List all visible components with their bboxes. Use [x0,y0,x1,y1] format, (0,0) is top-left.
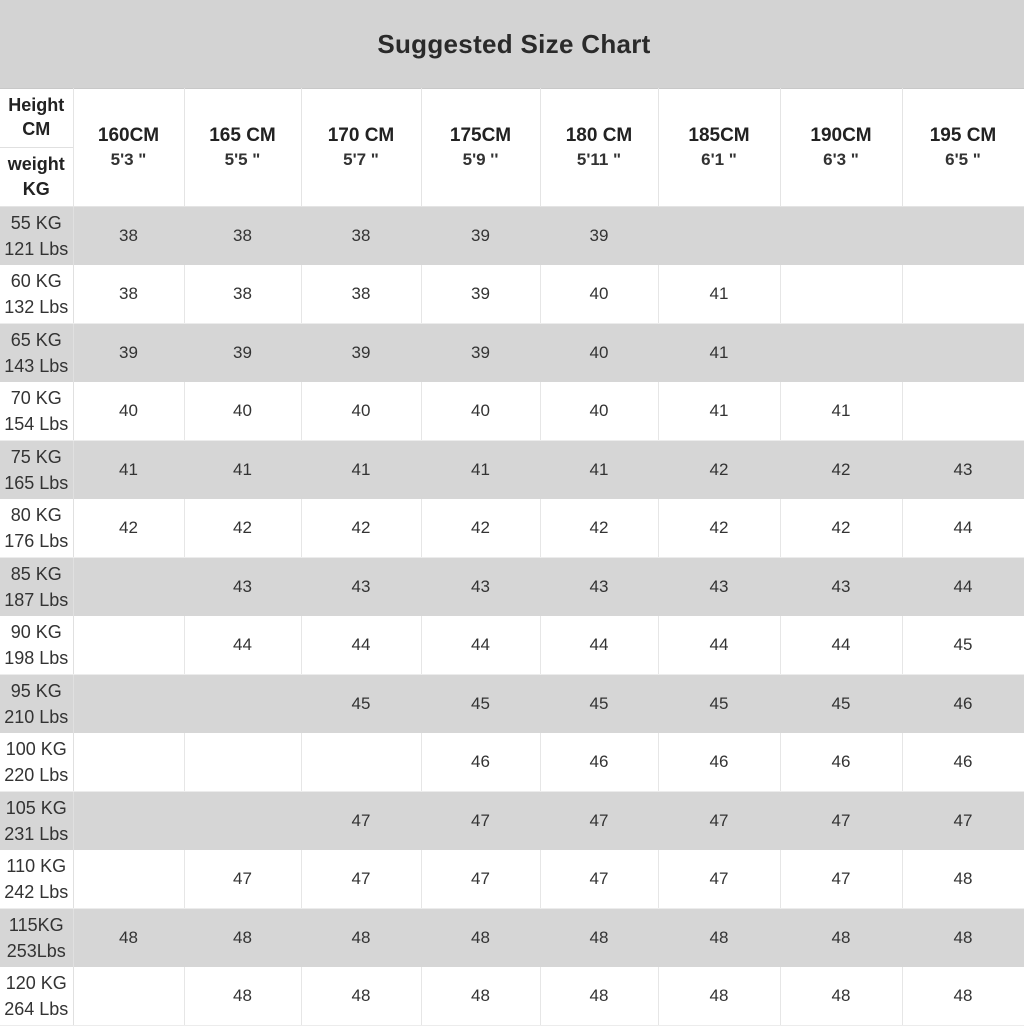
size-cell: 45 [301,675,421,734]
weight-lbs-label: 210 Lbs [4,707,69,727]
size-cell: 38 [184,207,301,266]
weight-row-header [0,967,73,1026]
weight-lbs-label: 132 Lbs [4,297,69,317]
size-cell: 48 [421,967,540,1026]
size-cell: 45 [902,616,1024,675]
height-cm-label: 165 CM [209,124,276,146]
size-cell [902,265,1024,324]
size-cell [73,616,184,675]
height-column-header [780,88,902,207]
table-row [0,675,1024,734]
weight-kg-label: 120 KG [5,972,67,993]
size-cell: 45 [780,675,902,734]
size-cell: 47 [421,850,540,909]
size-cell: 42 [658,499,780,558]
size-cell: 39 [184,324,301,383]
table-row [0,616,1024,675]
size-cell: 39 [73,324,184,383]
size-cell [73,675,184,734]
size-cell: 43 [780,558,902,617]
size-cell: 46 [902,675,1024,734]
table-row [0,441,1024,500]
height-ft-label: 5'9 '' [462,149,499,169]
weight-row-header [0,850,73,909]
size-cell: 40 [73,382,184,441]
size-cell: 38 [301,207,421,266]
size-chart-table [0,88,1024,1026]
size-cell: 41 [540,441,658,500]
weight-lbs-label: 253Lbs [6,941,66,961]
size-cell: 44 [540,616,658,675]
size-cell: 39 [421,265,540,324]
height-cm-label: 185CM [688,124,750,146]
size-cell: 47 [301,792,421,851]
table-row [0,850,1024,909]
weight-label: weight [7,154,65,175]
table-row [0,909,1024,968]
size-cell [73,850,184,909]
height-ft-label: 5'3 " [110,149,147,169]
size-cell: 47 [540,850,658,909]
size-cell [780,324,902,383]
weight-lbs-label: 187 Lbs [4,590,69,610]
size-cell: 42 [780,441,902,500]
weight-kg-label: 115KG [8,914,64,935]
weight-row-header [0,382,73,441]
chart-title: Suggested Size Chart [377,28,651,59]
size-cell: 47 [780,850,902,909]
size-cell: 42 [301,499,421,558]
size-cell: 42 [421,499,540,558]
size-cell: 48 [301,909,421,968]
size-cell [780,207,902,266]
size-cell [780,265,902,324]
corner-cell [0,88,73,207]
size-cell [184,733,301,792]
size-cell: 48 [658,967,780,1026]
size-cell: 48 [902,967,1024,1026]
size-cell: 39 [421,324,540,383]
size-cell: 44 [780,616,902,675]
weight-row-header [0,441,73,500]
height-column-header [184,88,301,207]
size-cell: 44 [658,616,780,675]
weight-lbs-label: 165 Lbs [4,473,69,493]
size-cell: 44 [184,616,301,675]
weight-kg-label: 90 KG [10,621,62,642]
height-column-header [301,88,421,207]
size-cell: 43 [540,558,658,617]
size-cell: 40 [540,265,658,324]
height-cm-label: 180 CM [565,124,633,146]
weight-kg-label: 65 KG [10,329,62,350]
weight-lbs-label: 264 Lbs [4,999,69,1019]
size-cell: 39 [301,324,421,383]
size-cell: 44 [421,616,540,675]
weight-row-header [0,265,73,324]
header-row [0,88,1024,207]
size-cell: 42 [780,499,902,558]
size-cell: 46 [780,733,902,792]
weight-lbs-label: 176 Lbs [4,531,69,551]
size-cell: 47 [658,792,780,851]
title-bar [0,0,1024,89]
size-cell: 42 [184,499,301,558]
size-cell: 48 [902,850,1024,909]
weight-axis-label [0,148,73,207]
size-cell [73,967,184,1026]
height-column-header [421,88,540,207]
weight-kg-label: 105 KG [5,797,67,818]
size-cell: 44 [902,499,1024,558]
size-cell: 48 [540,909,658,968]
size-cell [184,792,301,851]
height-label: Height [8,94,65,115]
height-column-header [540,88,658,207]
size-cell: 48 [301,967,421,1026]
size-cell: 41 [73,441,184,500]
height-cm-label: 175CM [449,124,512,146]
size-cell: 41 [184,441,301,500]
size-cell: 43 [902,441,1024,500]
size-cell [73,733,184,792]
size-cell [184,675,301,734]
height-column-header [658,88,780,207]
table-row [0,207,1024,266]
size-cell: 42 [540,499,658,558]
weight-kg-label: 70 KG [10,387,62,408]
weight-lbs-label: 231 Lbs [4,824,69,844]
size-cell: 44 [301,616,421,675]
height-cm-label: 190CM [810,124,872,146]
size-cell: 46 [421,733,540,792]
size-cell: 38 [73,265,184,324]
weight-lbs-label: 121 Lbs [4,239,69,259]
size-cell [902,324,1024,383]
size-cell: 48 [184,967,301,1026]
size-cell: 47 [902,792,1024,851]
weight-kg-label: 100 KG [5,738,67,759]
size-cell: 38 [301,265,421,324]
size-cell: 41 [658,324,780,383]
size-cell: 38 [73,207,184,266]
weight-lbs-label: 220 Lbs [4,765,69,785]
table-row [0,792,1024,851]
size-cell: 47 [540,792,658,851]
weight-row-header [0,324,73,383]
size-cell: 47 [421,792,540,851]
height-column-header [73,88,184,207]
size-cell [301,733,421,792]
size-cell: 39 [540,207,658,266]
table-row [0,382,1024,441]
weight-row-header [0,792,73,851]
weight-row-header [0,616,73,675]
height-cm-label: 195 CM [929,124,997,146]
size-cell: 45 [540,675,658,734]
size-cell [902,382,1024,441]
size-cell: 47 [301,850,421,909]
size-cell: 48 [658,909,780,968]
height-ft-label: 6'1 " [701,149,737,169]
size-cell: 42 [658,441,780,500]
table-row [0,733,1024,792]
weight-kg-label: 75 KG [10,446,62,467]
size-cell: 46 [658,733,780,792]
size-cell: 43 [184,558,301,617]
size-cell: 43 [658,558,780,617]
size-cell: 41 [658,265,780,324]
weight-row-header [0,675,73,734]
size-cell: 38 [184,265,301,324]
size-cell: 47 [780,792,902,851]
size-cell: 48 [780,909,902,968]
weight-lbs-label: 242 Lbs [4,882,69,902]
size-cell: 40 [421,382,540,441]
weight-lbs-label: 143 Lbs [4,356,69,376]
size-cell: 48 [421,909,540,968]
weight-row-header [0,909,73,968]
size-cell: 43 [301,558,421,617]
weight-row-header [0,207,73,266]
table-row [0,499,1024,558]
height-cm-label: 170 CM [327,124,395,146]
size-cell: 42 [73,499,184,558]
size-cell [902,207,1024,266]
size-cell [73,792,184,851]
size-cell: 41 [421,441,540,500]
size-cell: 44 [902,558,1024,617]
size-cell: 45 [421,675,540,734]
weight-kg-label: 85 KG [10,563,62,584]
size-cell: 46 [540,733,658,792]
size-cell: 41 [658,382,780,441]
weight-kg-label: 60 KG [10,270,62,291]
weight-row-header [0,499,73,558]
size-cell: 45 [658,675,780,734]
height-cm-label: 160CM [97,124,160,146]
height-column-header [902,88,1024,207]
size-cell: 48 [540,967,658,1026]
size-cell: 48 [184,909,301,968]
weight-kg-label: 55 KG [10,212,62,233]
size-cell: 43 [421,558,540,617]
weight-row-header [0,733,73,792]
height-ft-label: 6'5 " [945,149,981,169]
height-ft-label: 5'7 " [343,149,379,169]
table-row [0,558,1024,617]
height-ft-label: 6'3 " [823,149,859,169]
size-cell: 40 [301,382,421,441]
weight-lbs-label: 154 Lbs [4,414,69,434]
size-cell: 46 [902,733,1024,792]
weight-unit-label: KG [22,178,50,199]
weight-kg-label: 110 KG [6,855,67,876]
table-row [0,265,1024,324]
size-cell [658,207,780,266]
height-ft-label: 5'11 " [576,149,622,169]
size-cell: 40 [540,382,658,441]
table-row [0,324,1024,383]
weight-row-header [0,558,73,617]
size-cell: 47 [658,850,780,909]
size-cell: 48 [73,909,184,968]
size-cell: 41 [780,382,902,441]
size-cell: 40 [540,324,658,383]
weight-lbs-label: 198 Lbs [4,648,69,668]
size-cell: 40 [184,382,301,441]
table-row [0,967,1024,1026]
weight-kg-label: 95 KG [10,680,62,701]
size-cell: 47 [184,850,301,909]
height-unit-label: CM [22,119,51,140]
size-cell: 39 [421,207,540,266]
weight-kg-label: 80 KG [10,504,62,525]
size-cell: 48 [902,909,1024,968]
height-ft-label: 5'5 " [224,149,261,169]
height-axis-label [0,88,73,148]
size-cell [73,558,184,617]
size-cell: 48 [780,967,902,1026]
size-cell: 41 [301,441,421,500]
